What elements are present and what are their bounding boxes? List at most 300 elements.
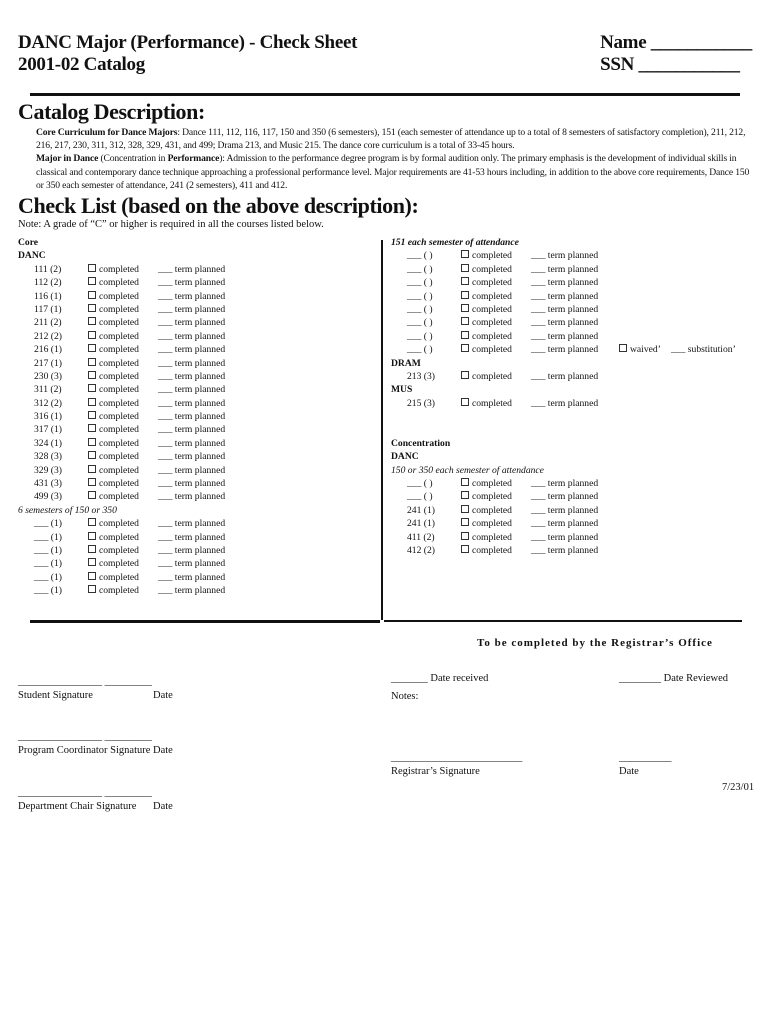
checklist-row — [391, 249, 761, 262]
checklist-row — [18, 316, 378, 329]
checklist-row — [18, 263, 378, 276]
course-code: 112 (2) — [34, 277, 62, 289]
checklist-row — [391, 544, 761, 557]
s151-list — [391, 249, 761, 356]
course-code: ___ (1) — [34, 531, 62, 543]
completed-checkbox[interactable] — [461, 397, 512, 410]
core-course-list — [18, 263, 378, 504]
term-planned-field[interactable]: ___ term planned — [158, 451, 226, 463]
checkbox-icon — [461, 304, 469, 312]
course-code: ___ ( ) — [407, 330, 433, 342]
term-planned-field[interactable]: ___ term planned — [158, 384, 226, 396]
term-planned-field[interactable]: ___ term planned — [158, 585, 226, 597]
checklist-row — [391, 531, 761, 544]
term-planned-field[interactable]: ___ term planned — [531, 290, 599, 302]
course-code: ___ ( ) — [407, 263, 433, 275]
checklist-row — [391, 343, 761, 356]
ssn-field[interactable]: SSN ___________ — [600, 54, 740, 75]
completed-label: completed — [472, 370, 512, 382]
dram-label: DRAM — [391, 357, 421, 369]
coordinator-signature-label: Program Coordinator Signature — [18, 745, 151, 756]
term-planned-field[interactable]: ___ term planned — [158, 531, 226, 543]
checkbox-icon — [88, 532, 96, 540]
course-code: ___ ( ) — [407, 290, 433, 302]
concentration-label: Concentration — [391, 437, 451, 449]
completed-checkbox[interactable] — [461, 249, 512, 262]
term-planned-field[interactable]: ___ term planned — [158, 344, 226, 356]
checkbox-icon — [461, 545, 469, 553]
completed-label: completed — [472, 531, 512, 543]
checkbox-icon — [88, 398, 96, 406]
checklist-row — [18, 450, 378, 463]
term-planned-field[interactable]: ___ term planned — [531, 250, 599, 262]
checkbox-icon — [619, 344, 627, 352]
completed-checkbox[interactable] — [88, 423, 139, 436]
checkbox-icon — [88, 558, 96, 566]
completed-checkbox[interactable] — [88, 450, 139, 463]
checklist-row — [18, 517, 378, 530]
core-curriculum-paragraph — [36, 126, 752, 152]
completed-label: completed — [472, 478, 512, 490]
completed-checkbox[interactable] — [461, 290, 512, 303]
coordinator-signature-line[interactable]: ________________ _________ — [18, 731, 152, 742]
checklist-row — [18, 343, 378, 356]
completed-label: completed — [99, 424, 139, 436]
coordinator-date-label: Date — [153, 745, 173, 756]
checkbox-icon — [461, 505, 469, 513]
checklist-row — [391, 290, 761, 303]
checkbox-icon — [88, 572, 96, 580]
checklist-row — [18, 423, 378, 436]
date-reviewed-field[interactable]: ________ Date Reviewed — [619, 673, 729, 684]
left-checklist-column — [18, 236, 378, 598]
checkbox-icon — [88, 358, 96, 366]
course-code: 213 (3) — [407, 370, 435, 382]
version-date: 7/23/01 — [722, 782, 755, 793]
completed-checkbox[interactable] — [88, 330, 139, 343]
completed-checkbox[interactable] — [88, 383, 139, 396]
checkbox-icon — [461, 264, 469, 272]
course-code: ___ (1) — [34, 571, 62, 583]
checkbox-icon — [88, 304, 96, 312]
term-planned-field[interactable]: ___ term planned — [158, 571, 226, 583]
course-code: 312 (2) — [34, 397, 62, 409]
checkbox-icon — [461, 398, 469, 406]
completed-checkbox[interactable] — [88, 437, 139, 450]
checklist-row — [391, 477, 761, 490]
completed-checkbox[interactable] — [461, 531, 512, 544]
title-line-2: 2001-02 Catalog — [18, 54, 145, 75]
header-divider — [30, 93, 740, 96]
chair-date-label: Date — [153, 801, 173, 812]
checkbox-icon — [88, 264, 96, 272]
checkbox-icon — [88, 371, 96, 379]
completed-checkbox[interactable] — [461, 263, 512, 276]
completed-label: completed — [99, 290, 139, 302]
term-planned-field[interactable]: ___ term planned — [531, 504, 599, 516]
six-semesters-label: 6 semesters of 150 or 350 — [18, 504, 117, 516]
completed-label: completed — [99, 263, 139, 275]
checklist-row — [18, 370, 378, 383]
completed-checkbox[interactable] — [88, 544, 139, 557]
completed-checkbox[interactable] — [88, 477, 139, 490]
student-signature-label: Student Signature — [18, 690, 93, 701]
completed-label: completed — [99, 357, 139, 369]
term-planned-field[interactable]: ___ term planned — [531, 277, 599, 289]
checklist-row — [18, 276, 378, 289]
checklist-row — [391, 263, 761, 276]
course-code: 212 (2) — [34, 330, 62, 342]
completed-label: completed — [472, 491, 512, 503]
title-line-1: DANC Major (Performance) - Check Sheet — [18, 32, 358, 53]
course-code: ___ (1) — [34, 585, 62, 597]
core-label: Core — [18, 237, 39, 248]
checkbox-icon — [88, 438, 96, 446]
dram-course-row — [391, 370, 761, 383]
completed-checkbox[interactable] — [461, 276, 512, 289]
completed-checkbox[interactable] — [88, 357, 139, 370]
course-code: ___ ( ) — [407, 478, 433, 490]
completed-label: completed — [99, 558, 139, 570]
completed-label: completed — [99, 317, 139, 329]
checklist-row — [18, 397, 378, 410]
completed-checkbox[interactable] — [461, 330, 512, 343]
danc-label: DANC — [18, 250, 46, 262]
term-planned-field[interactable]: ___ term planned — [531, 544, 599, 556]
completed-checkbox[interactable] — [88, 397, 139, 410]
term-planned-field[interactable]: ___ term planned — [158, 544, 226, 556]
waived-label: waived’ — [630, 344, 661, 356]
course-code: 431 (3) — [34, 478, 62, 490]
completed-checkbox[interactable] — [88, 410, 139, 423]
chair-signature-line[interactable]: ________________ _________ — [18, 787, 152, 798]
course-code: ___ ( ) — [407, 491, 433, 503]
checklist-row — [18, 490, 378, 503]
completed-checkbox[interactable] — [88, 343, 139, 356]
core-curriculum-label: Core Curriculum for Dance Majors — [36, 127, 178, 138]
completed-label: completed — [99, 344, 139, 356]
completed-checkbox[interactable] — [88, 571, 139, 584]
completed-label: completed — [99, 464, 139, 476]
checkbox-icon — [461, 317, 469, 325]
completed-checkbox[interactable] — [88, 557, 139, 570]
checklist-row — [18, 437, 378, 450]
student-signature-line[interactable]: ________________ _________ — [18, 676, 152, 687]
term-planned-field[interactable]: ___ term planned — [158, 330, 226, 342]
checkbox-icon — [88, 277, 96, 285]
course-code: 217 (1) — [34, 357, 62, 369]
course-code: 311 (2) — [34, 384, 62, 396]
checkbox-icon — [461, 344, 469, 352]
six-semester-list — [18, 517, 378, 597]
checklist-row — [391, 316, 761, 329]
catalog-heading: Catalog Description: — [18, 99, 205, 124]
course-code: 499 (3) — [34, 491, 62, 503]
course-code: 215 (3) — [407, 397, 435, 409]
completed-checkbox[interactable] — [88, 517, 139, 530]
checklist-row — [18, 557, 378, 570]
checklist-row — [18, 571, 378, 584]
completed-label: completed — [472, 397, 512, 409]
term-planned-field[interactable]: ___ term planned — [531, 303, 599, 315]
term-planned-field[interactable]: ___ term planned — [158, 424, 226, 436]
completed-checkbox[interactable] — [88, 464, 139, 477]
s151-label: 151 each semester of attendance — [391, 237, 519, 248]
completed-label: completed — [99, 303, 139, 315]
completed-label: completed — [99, 531, 139, 543]
completed-label: completed — [99, 330, 139, 342]
term-planned-field[interactable]: ___ term planned — [158, 437, 226, 449]
term-planned-field[interactable]: ___ term planned — [158, 411, 226, 423]
course-code: 328 (3) — [34, 451, 62, 463]
checkbox-icon — [461, 250, 469, 258]
name-field[interactable]: Name ___________ — [600, 32, 752, 53]
course-code: 411 (2) — [407, 531, 435, 543]
term-planned-field[interactable]: ___ term planned — [158, 277, 226, 289]
completed-label: completed — [472, 344, 512, 356]
core-curriculum-text: : Dance 111, 112, 116, 117, 150 and 350 (6 semesters), 151 (each semester of attendance up to a total of 8 semesters of satisfactory completion), 211, 212, 216, 217, 230, 311, 312, 328, 329, 431, and 499; Drama 213, and Music 215. The dance core curriculum is a total of 33-45 hours. — [36, 127, 746, 152]
waived-checkbox[interactable] — [619, 343, 661, 356]
checkbox-icon — [461, 371, 469, 379]
term-planned-field[interactable]: ___ term planned — [531, 317, 599, 329]
course-code: 329 (3) — [34, 464, 62, 476]
checklist-heading: Check List (based on the above description): — [18, 193, 419, 218]
checkbox-icon — [88, 518, 96, 526]
checkbox-icon — [461, 331, 469, 339]
checkbox-icon — [88, 424, 96, 432]
major-label-performance: Performance — [167, 153, 220, 165]
term-planned-field[interactable]: ___ term planned — [531, 491, 599, 503]
term-planned-field[interactable]: ___ term planned — [158, 478, 226, 490]
completed-label: completed — [99, 437, 139, 449]
course-code: 230 (3) — [34, 370, 62, 382]
concentration-danc-label: DANC — [391, 451, 419, 463]
completed-checkbox[interactable] — [88, 316, 139, 329]
term-planned-field[interactable]: ___ term planned — [531, 397, 599, 409]
completed-label: completed — [99, 544, 139, 556]
completed-label: completed — [472, 263, 512, 275]
name-ssn-block — [600, 32, 752, 76]
completed-label: completed — [99, 491, 139, 503]
checkbox-icon — [88, 585, 96, 593]
checkbox-icon — [88, 465, 96, 473]
registrar-signature-label: Registrar’s Signature — [391, 766, 480, 777]
checklist-row — [391, 490, 761, 503]
course-code: ___ ( ) — [407, 277, 433, 289]
completed-label: completed — [472, 504, 512, 516]
completed-label: completed — [472, 518, 512, 530]
term-planned-field[interactable]: ___ term planned — [531, 330, 599, 342]
course-code: 324 (1) — [34, 437, 62, 449]
checklist-row — [18, 477, 378, 490]
completed-checkbox[interactable] — [461, 343, 512, 356]
term-planned-field[interactable]: ___ term planned — [158, 491, 226, 503]
checkbox-icon — [461, 291, 469, 299]
completed-label: completed — [472, 330, 512, 342]
completed-checkbox[interactable] — [88, 531, 139, 544]
term-planned-field[interactable]: ___ term planned — [531, 531, 599, 543]
mus-course-row — [391, 397, 761, 410]
completed-label: completed — [99, 451, 139, 463]
completed-checkbox[interactable] — [461, 477, 512, 490]
checklist-row — [18, 303, 378, 316]
completed-label: completed — [99, 277, 139, 289]
course-code: ___ (1) — [34, 558, 62, 570]
course-code: ___ (1) — [34, 518, 62, 530]
checkbox-icon — [88, 384, 96, 392]
major-label-concentration: (Concentration in — [98, 153, 168, 165]
major-label: Major in Dance — [36, 153, 99, 165]
concentration-sub-label: 150 or 350 each semester of attendance — [391, 464, 544, 476]
course-code: 241 (1) — [407, 504, 435, 516]
checkbox-icon — [88, 451, 96, 459]
course-code: 316 (1) — [34, 411, 62, 423]
term-planned-field[interactable]: ___ term planned — [158, 263, 226, 275]
checklist-row — [391, 303, 761, 316]
completed-checkbox[interactable] — [461, 544, 512, 557]
course-code: 412 (2) — [407, 544, 435, 556]
completed-label: completed — [472, 544, 512, 556]
notes-label: Notes: — [391, 691, 419, 702]
completed-checkbox[interactable] — [88, 263, 139, 276]
grade-note: Note: A grade of “C” or higher is required in all the courses listed below. — [18, 219, 324, 230]
substitution-field[interactable]: ___ substitution’ — [671, 344, 736, 356]
completed-checkbox[interactable] — [88, 276, 139, 289]
checkbox-icon — [88, 291, 96, 299]
checklist-row — [18, 544, 378, 557]
checkbox-icon — [461, 518, 469, 526]
completed-checkbox[interactable] — [461, 504, 512, 517]
right-checklist-column — [391, 236, 761, 557]
checkbox-icon — [88, 411, 96, 419]
column-divider — [381, 240, 383, 620]
catalog-description — [36, 126, 752, 192]
completed-label: completed — [99, 571, 139, 583]
term-planned-field[interactable]: ___ term planned — [158, 370, 226, 382]
completed-label: completed — [99, 411, 139, 423]
checkbox-icon — [88, 317, 96, 325]
checklist-row — [18, 584, 378, 597]
course-code: 216 (1) — [34, 344, 62, 356]
checkbox-icon — [461, 277, 469, 285]
checklist-row — [391, 276, 761, 289]
term-planned-field[interactable]: ___ term planned — [158, 397, 226, 409]
checklist-row — [18, 290, 378, 303]
checklist-row — [18, 383, 378, 396]
completed-checkbox[interactable] — [88, 290, 139, 303]
completed-checkbox[interactable] — [461, 370, 512, 383]
completed-label: completed — [472, 250, 512, 262]
completed-label: completed — [99, 397, 139, 409]
completed-checkbox[interactable] — [461, 303, 512, 316]
term-planned-field[interactable]: ___ term planned — [158, 317, 226, 329]
mus-label: MUS — [391, 384, 413, 396]
major-text: ): Admission to the performance degree program is by formal audition only. The primary emphasis is the development of individual skills in classical and contemporary dance technique approaching a professional performance level. Major requirements are 41-53 hours including, in addition to the above core requirements, Dance 150 or 350 each semester of attendance, 241 (2 semesters), 411 and 412. — [36, 153, 750, 191]
course-code: 317 (1) — [34, 424, 62, 436]
checklist-row — [18, 531, 378, 544]
term-planned-field[interactable]: ___ term planned — [531, 518, 599, 530]
registrar-signature-line[interactable]: _________________________ — [391, 752, 523, 763]
term-planned-field[interactable]: ___ term planned — [158, 518, 226, 530]
term-planned-field[interactable]: ___ term planned — [531, 478, 599, 490]
completed-label: completed — [472, 277, 512, 289]
concentration-list — [391, 477, 761, 557]
term-planned-field[interactable]: ___ term planned — [158, 558, 226, 570]
checklist-row — [18, 330, 378, 343]
completed-checkbox[interactable] — [88, 303, 139, 316]
completed-checkbox[interactable] — [88, 370, 139, 383]
bottom-divider-right — [384, 620, 742, 622]
completed-label: completed — [99, 518, 139, 530]
completed-checkbox[interactable] — [461, 490, 512, 503]
checklist-row — [391, 397, 761, 410]
major-paragraph — [36, 152, 752, 192]
completed-label: completed — [472, 317, 512, 329]
document-title — [18, 32, 357, 76]
checklist-row — [391, 504, 761, 517]
checkbox-icon — [88, 545, 96, 553]
term-planned-field[interactable]: ___ term planned — [531, 263, 599, 275]
completed-checkbox[interactable] — [88, 490, 139, 503]
checkbox-icon — [461, 478, 469, 486]
completed-checkbox[interactable] — [461, 316, 512, 329]
term-planned-field[interactable]: ___ term planned — [158, 464, 226, 476]
term-planned-field[interactable]: ___ term planned — [158, 357, 226, 369]
completed-label: completed — [99, 478, 139, 490]
checkbox-icon — [88, 491, 96, 499]
completed-checkbox[interactable] — [88, 584, 139, 597]
registrar-heading: To be completed by the Registrar’s Office — [477, 637, 713, 649]
term-planned-field[interactable]: ___ term planned — [531, 370, 599, 382]
student-date-label: Date — [153, 690, 173, 701]
course-code: 111 (2) — [34, 263, 62, 275]
date-received-field[interactable]: _______ Date received — [391, 673, 489, 684]
course-code: ___ ( ) — [407, 317, 433, 329]
bottom-divider-left — [30, 620, 380, 623]
checkbox-icon — [461, 491, 469, 499]
term-planned-field[interactable]: ___ term planned — [531, 344, 599, 356]
chair-signature-label: Department Chair Signature — [18, 801, 137, 812]
course-code: ___ ( ) — [407, 303, 433, 315]
term-planned-field[interactable]: ___ term planned — [158, 290, 226, 302]
course-code: 117 (1) — [34, 303, 62, 315]
course-code: ___ (1) — [34, 544, 62, 556]
checkbox-icon — [88, 478, 96, 486]
completed-label: completed — [99, 384, 139, 396]
checklist-row — [391, 370, 761, 383]
course-code: 116 (1) — [34, 290, 62, 302]
completed-label: completed — [472, 290, 512, 302]
completed-label: completed — [99, 370, 139, 382]
checklist-row — [391, 517, 761, 530]
checklist-row — [18, 357, 378, 370]
checkbox-icon — [461, 532, 469, 540]
completed-label: completed — [472, 303, 512, 315]
checkbox-icon — [88, 331, 96, 339]
completed-checkbox[interactable] — [461, 517, 512, 530]
checklist-row — [18, 410, 378, 423]
course-code: 241 (1) — [407, 518, 435, 530]
course-code: ___ ( ) — [407, 344, 433, 356]
registrar-date-line[interactable]: __________ — [619, 752, 672, 763]
course-code: ___ ( ) — [407, 250, 433, 262]
checklist-row — [391, 330, 761, 343]
checklist-row — [18, 464, 378, 477]
term-planned-field[interactable]: ___ term planned — [158, 303, 226, 315]
registrar-date-label: Date — [619, 766, 639, 777]
checkbox-icon — [88, 344, 96, 352]
course-code: 211 (2) — [34, 317, 62, 329]
